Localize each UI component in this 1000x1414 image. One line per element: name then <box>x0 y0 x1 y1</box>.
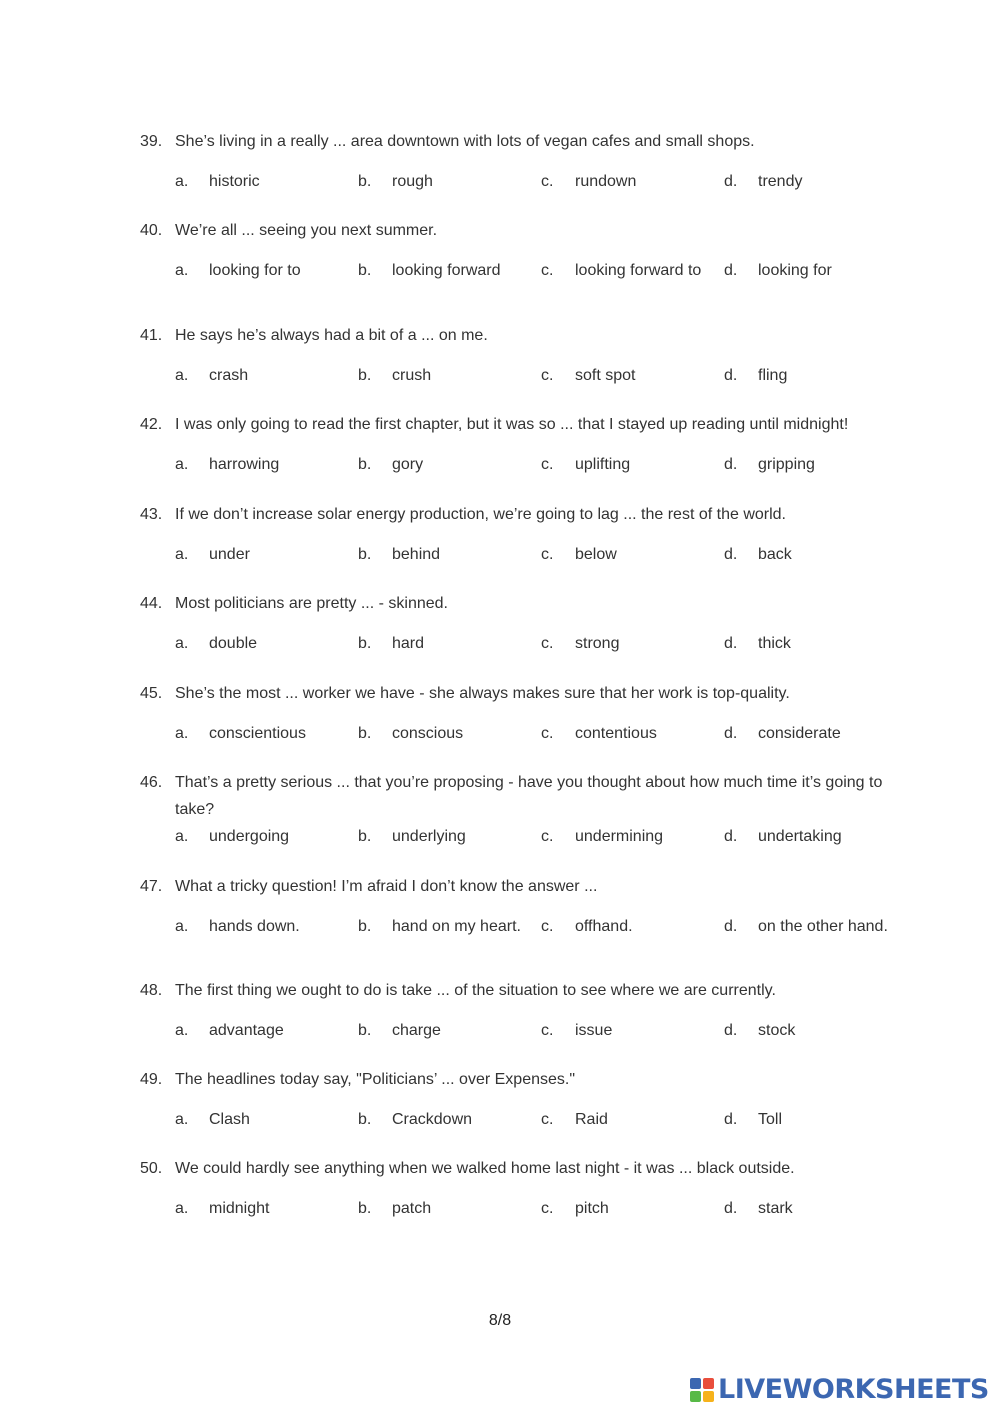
question-number: 50. <box>140 1160 163 1177</box>
question-text: I was only going to read the first chapter, but it was so ... that I stayed up reading until midnight! <box>175 416 849 433</box>
option-a[interactable]: a. advantage <box>175 1022 284 1039</box>
question-40 <box>140 217 900 284</box>
option-c[interactable]: c. undermining <box>541 828 664 845</box>
option-b[interactable]: b. gory <box>358 456 424 473</box>
question-number: 41. <box>140 327 163 344</box>
answer-options <box>140 823 900 850</box>
option-b[interactable]: b. charge <box>358 1022 441 1039</box>
logo-tile <box>703 1391 714 1402</box>
question-number: 47. <box>140 878 163 895</box>
option-a[interactable]: a. historic <box>175 173 260 190</box>
question-42 <box>140 411 900 478</box>
answer-options <box>140 1017 900 1044</box>
option-a[interactable]: a. under <box>175 546 250 563</box>
question-number: 40. <box>140 222 163 239</box>
option-c[interactable]: c. strong <box>541 635 620 652</box>
option-a[interactable]: a. midnight <box>175 1200 270 1217</box>
question-text: Most politicians are pretty ... - skinned. <box>175 595 448 612</box>
option-d[interactable]: d. considerate <box>724 725 841 742</box>
option-b[interactable]: b. hand on my heart. <box>358 918 521 935</box>
question-text: If we don’t increase solar energy production, we’re going to lag ... the rest of the world. <box>175 506 786 523</box>
option-b[interactable]: b. rough <box>358 173 433 190</box>
question-49 <box>140 1066 900 1133</box>
option-b[interactable]: b. underlying <box>358 828 466 845</box>
option-b[interactable]: b. behind <box>358 546 441 563</box>
question-text: The first thing we ought to do is take ... of the situation to see where we are currently. <box>175 982 776 999</box>
answer-options <box>140 541 900 568</box>
answer-options <box>140 720 900 747</box>
option-b[interactable]: b. conscious <box>358 725 464 742</box>
option-d[interactable]: d. on the other hand. <box>724 918 888 935</box>
option-d[interactable]: d. fling <box>724 367 788 384</box>
option-b[interactable]: b. crush <box>358 367 432 384</box>
option-c[interactable]: c. Raid <box>541 1111 608 1128</box>
question-number: 46. <box>140 774 163 791</box>
option-c[interactable]: c. soft spot <box>541 367 636 384</box>
option-d[interactable]: d. Toll <box>724 1111 783 1128</box>
question-39 <box>140 128 900 195</box>
answer-options <box>140 257 900 284</box>
question-text: She’s living in a really ... area downtown with lots of vegan cafes and small shops. <box>175 133 755 150</box>
question-number: 42. <box>140 416 163 433</box>
option-d[interactable]: d. gripping <box>724 456 815 473</box>
question-text: What a tricky question! I’m afraid I don’t know the answer ... <box>175 878 598 895</box>
question-text: That’s a pretty serious ... that you’re proposing - have you thought about how much time it’s going to take? <box>175 774 883 818</box>
answer-options <box>140 913 900 940</box>
question-number: 39. <box>140 133 163 150</box>
logo-tile <box>690 1391 701 1402</box>
option-d[interactable]: d. looking for <box>724 262 832 279</box>
question-text: The headlines today say, "Politicians’ ... over Expenses." <box>175 1071 576 1088</box>
option-a[interactable]: a. Clash <box>175 1111 250 1128</box>
page-number: 8/8 <box>488 1312 512 1329</box>
question-44 <box>140 590 900 657</box>
question-number: 44. <box>140 595 163 612</box>
option-c[interactable]: c. looking forward to <box>541 262 702 279</box>
logo-tile <box>703 1378 714 1389</box>
option-a[interactable]: a. undergoing <box>175 828 290 845</box>
question-text: We’re all ... seeing you next summer. <box>175 222 438 239</box>
option-d[interactable]: d. back <box>724 546 792 563</box>
option-d[interactable]: d. stark <box>724 1200 793 1217</box>
answer-options <box>140 630 900 657</box>
question-41 <box>140 322 900 389</box>
option-c[interactable]: c. contentious <box>541 725 657 742</box>
option-a[interactable]: a. conscientious <box>175 725 306 742</box>
question-number: 43. <box>140 506 163 523</box>
option-d[interactable]: d. thick <box>724 635 791 652</box>
option-b[interactable]: b. looking forward <box>358 262 501 279</box>
option-b[interactable]: b. Crackdown <box>358 1111 473 1128</box>
question-47 <box>140 873 900 940</box>
option-b[interactable]: b. patch <box>358 1200 432 1217</box>
question-45 <box>140 680 900 747</box>
question-number: 45. <box>140 685 163 702</box>
question-text: He says he’s always had a bit of a ... on me. <box>175 327 488 344</box>
question-number: 48. <box>140 982 163 999</box>
answer-options <box>140 1106 900 1133</box>
option-a[interactable]: a. looking for to <box>175 262 301 279</box>
answer-options <box>140 362 900 389</box>
option-c[interactable]: c. pitch <box>541 1200 609 1217</box>
answer-options <box>140 451 900 478</box>
option-c[interactable]: c. below <box>541 546 617 563</box>
option-c[interactable]: c. issue <box>541 1022 613 1039</box>
option-c[interactable]: c. offhand. <box>541 918 633 935</box>
answer-options <box>140 168 900 195</box>
option-d[interactable]: d. undertaking <box>724 828 842 845</box>
option-c[interactable]: c. uplifting <box>541 456 631 473</box>
answer-options <box>140 1195 900 1222</box>
question-48 <box>140 977 900 1044</box>
brand-name: LIVEWORKSHEETS <box>718 1374 989 1405</box>
question-text: We could hardly see anything when we walked home last night - it was ... black outside. <box>175 1160 795 1177</box>
question-text: She’s the most ... worker we have - she always makes sure that her work is top-quality. <box>175 685 790 702</box>
question-46 <box>140 769 900 850</box>
question-43 <box>140 501 900 568</box>
option-d[interactable]: d. stock <box>724 1022 796 1039</box>
option-b[interactable]: b. hard <box>358 635 425 652</box>
option-d[interactable]: d. trendy <box>724 173 803 190</box>
question-50 <box>140 1155 900 1222</box>
option-a[interactable]: a. hands down. <box>175 918 300 935</box>
liveworksheets-brand[interactable] <box>690 1374 989 1406</box>
liveworksheets-logo-icon <box>690 1378 714 1402</box>
question-number: 49. <box>140 1071 163 1088</box>
option-a[interactable]: a. double <box>175 635 258 652</box>
logo-tile <box>690 1378 701 1389</box>
option-a[interactable]: a. crash <box>175 367 249 384</box>
option-a[interactable]: a. harrowing <box>175 456 280 473</box>
option-c[interactable]: c. rundown <box>541 173 637 190</box>
